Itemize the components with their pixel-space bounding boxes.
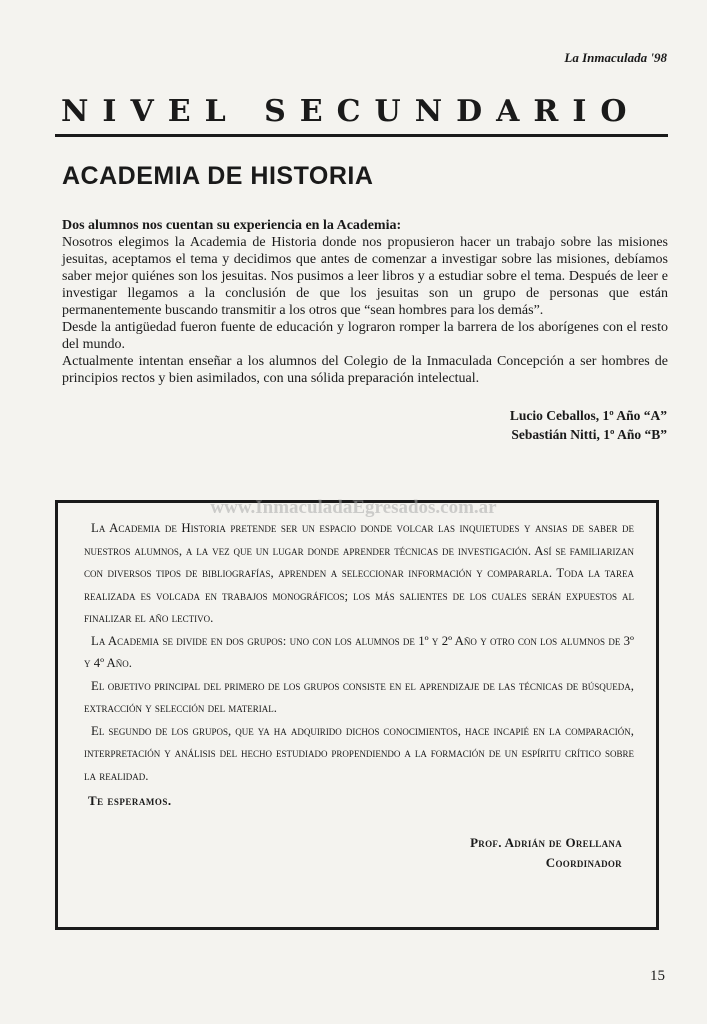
description-box (55, 500, 659, 930)
author-line: Sebastián Nitti, 1º Año “B” (511, 427, 667, 442)
section-banner-text: NIVEL SECUNDARIO (61, 94, 641, 129)
signature-block (470, 833, 622, 873)
page-number: 15 (650, 968, 665, 984)
intro-paragraph-3: Actualmente intentan enseñar a los alumnos del Colegio de la Inmaculada Concepción a ser hombres de principios rectos y bien asimilados, con una sólida preparación intelectual. (62, 354, 668, 386)
box-paragraph-1: La Academia de Historia pretende ser un espacio donde volcar las inquietudes y ansias de saber de nuestros alumnos, a la vez que un lugar donde aprender técnicas de investigación. Así se familiarizan con diversos tipos de bibliografías, aprenden a seleccionar información y compararla. Toda la tarea realizada es volcada en trabajos monográficos; los más salientes de los cuales serán expuestos al finalizar el año lectivo. (84, 521, 634, 625)
publication-header: La Inmaculada '98 (564, 50, 667, 65)
author-line: Lucio Ceballos, 1º Año “A” (509, 408, 667, 423)
watermark: www.InmaculadaEgresados.com.ar (210, 497, 497, 518)
authors-block (510, 406, 667, 444)
signature-name: Prof. Adrián de Orellana (470, 835, 622, 850)
box-paragraph-3: El objetivo principal del primero de los grupos consiste en el aprendizaje de las técnicas de búsqueda, extracción y selección del material. (84, 678, 634, 715)
intro-lead: Dos alumnos nos cuentan su experiencia en la Academia: (62, 218, 402, 233)
box-paragraph-2: La Academia se divide en dos grupos: uno con los alumnos de 1º y 2º Año y otro con los alumnos de 3º y 4º Año. (84, 633, 634, 670)
intro-article (62, 217, 668, 387)
intro-paragraph-2: Desde la antigüedad fueron fuente de educación y lograron romper la barrera de los aborígenes con el resto del mundo. (62, 320, 668, 352)
intro-paragraph-1: Nosotros elegimos la Academia de Historia donde nos propusieron hacer un trabajo sobre las misiones jesuitas, aceptamos el tema y decidimos que antes de comenzar a investigar sobre las misiones, debíamos saber mejor quiénes son los jesuitas. Nos pusimos a leer libros y a estudiar sobre el tema. Después de leer e investigar llegamos a la conclusión de que los jesuitas son un grupo de personas que están permanentemente buscando transmitir a los otros que “sean hombres para los demás”. (62, 235, 668, 318)
closing-line: Te esperamos. (88, 793, 172, 808)
box-paragraph-4: El segundo de los grupos, que ya ha adquirido dichos conocimientos, hace incapié en la comparación, interpretación y análisis del hecho estudiado propendiendo a la formación de un espíritu crítico sobre la realidad. (84, 723, 634, 783)
section-banner (55, 92, 668, 137)
page-title: ACADEMIA DE HISTORIA (62, 162, 374, 190)
signature-role: Coordinador (545, 855, 622, 870)
description-text (84, 517, 634, 787)
